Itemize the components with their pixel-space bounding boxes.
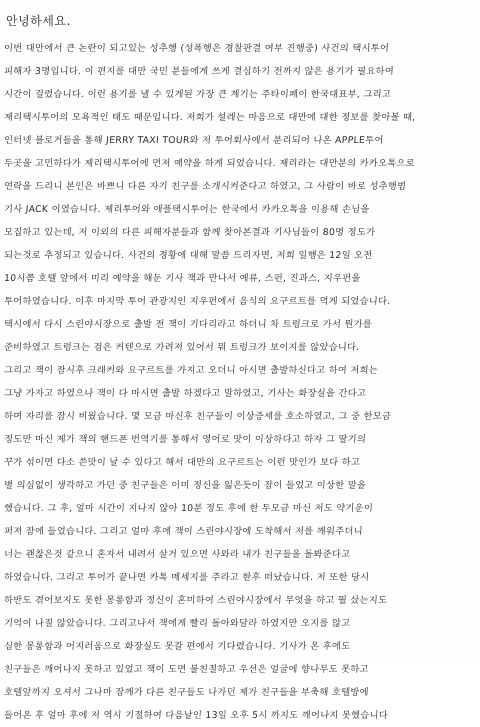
letter-greeting: 안녕하세요.: [6, 14, 71, 28]
letter-line: 별 의심없이 생각하고 가던 중 친구들은 이미 정신을 잃은듯이 잠이 들었고 이상한 말을: [3, 480, 367, 491]
letter-line: 그리고 잭이 잠시후 크래커와 요구르트를 가지고 오더니 아시면 출발하신다고 하여 저희는: [3, 365, 379, 376]
letter-line: 친구들은 깨어나지 못하고 있었고 잭이 도면 불친절하고 우선은 얼굴에 향나무도 못하고: [3, 664, 370, 675]
letter-line: 하며 자리를 잠시 비웠습니다. 몇 모금 마신후 친구들이 이상증세를 호소하였고, 그 중 한모금: [3, 411, 392, 422]
letter-line: 제리택시투어의 모욕적인 태도 때문입니다. 저희가 설레는 마음으로 대만에 대한 정보를 찾아볼 때,: [3, 112, 416, 123]
letter-line: 투어하였습니다. 이후 마지막 투어 관광지인 지우펀에서 음식의 요구르트를 먹게 되었습니다.: [3, 296, 391, 307]
letter-line: 들어온 후 얼마 후에 저 역시 기절하여 다음날인 13일 오후 5시 까지도 깨어나지 못했습니다: [3, 710, 389, 721]
letter-body: [4, 37, 478, 727]
letter-line: 10시쯤 호텔 앞에서 미리 예약을 해둔 기사 잭과 만나서 예류, 스펀, 진과스, 지우펀을: [3, 273, 362, 284]
letter-line: 정도만 마신 제가 잭의 핸드폰 번역기를 통해서 영어로 맛이 이상하다고 하자 그 딸기의: [3, 434, 367, 445]
letter-line: 이번 대만에서 큰 논란이 되고있는 성추행 (성폭행은 경찰판결 여부 진행중) 사건의 택시투어: [3, 43, 390, 54]
letter-line: 시간이 걸렸습니다. 이런 용기를 낼 수 있게된 가장 큰 계기는 주타이페이 한국대표부, 그리고: [3, 89, 392, 100]
letter-line: 너는 괜찮은것 같으니 혼자서 내려서 살거 있으면 사와라 내가 친구들을 돌봐준다고: [3, 549, 351, 560]
letter-line: 연락을 드리니 본인은 바쁘니 다른 자기 친구를 소개시켜준다고 하였고, 그 사람이 바로 성추행범: [3, 181, 407, 192]
letter-line: 퍼져 잠에 들었습니다. 그리고 얼마 후에 잭이 스린야시장에 도착해서 저를 깨워주더니: [3, 526, 364, 537]
letter-line: 하반도 겪어보지도 못한 몽롱함과 정신이 혼미하여 스린야시장에서 무엇을 하고 뭘 샀는지도: [3, 595, 388, 606]
letter-line: 택시에서 다시 스린야시장으로 출발 전 잭이 기다리라고 하더니 차 트렁크로 가서 뭔가를: [3, 319, 373, 330]
letter-line: 심한 몽롱함과 어지러움으로 화장실도 못갈 편에서 기다렸습니다. 기사가 온 후에도: [3, 641, 351, 652]
letter-line: 두곳을 고민하다가 제리택시투어에 먼저 예약을 하게 되었습니다. 제리라는 대만분의 카카오톡으로: [3, 158, 416, 169]
letter-line: 하였습니다. 그리고 투어가 끝나면 카톡 메세지를 주라고 한후 떠났습니다. 저 또한 당시: [3, 572, 370, 583]
letter-line: 했습니다. 그 후, 얼마 시간이 지나지 않아 10분 정도 후에 한 두모금 마신 저도 약기운이: [3, 503, 374, 514]
letter-line: 호텔앞까지 오셔서 그나마 잠깨가 다른 친구들도 나가던 제가 친구들을 부축해 호텔방에: [3, 687, 370, 698]
letter-line: 준비하였고 트렁크는 검은 커텐으로 가려져 있어서 뭐 트렁크가 보이지를 않았습니다.: [3, 342, 360, 353]
letter-line: 기사 JACK 이였습니다. 제리투어와 애플택시투어는 한국에서 카카오톡을 이용해 손님을: [3, 204, 370, 215]
letter-line: 꾸가 섞이면 다소 쓴맛이 날 수 있다고 해서 대만의 요구르트는 이런 맛인가 보다 하고: [3, 457, 361, 468]
letter-line: 그냥 가자고 하였으나 잭이 다 마시면 출발 하겠다고 말하였고, 기사는 화장실을 간다고: [3, 388, 367, 399]
letter-line: 피해자 3명입니다. 이 편지를 대만 국민 분들에게 쓰게 결심하기 전까지 않은 용기가 필요하여: [3, 66, 395, 77]
letter-line: 인터넷 블로거들을 통해 JERRY TAXI TOUR와 저 투어회사에서 분리되어 나온 APPLE투어: [3, 135, 384, 146]
letter-line: 되는것로 추정되고 있습니다. 사건의 경황에 대해 말씀 드리자면, 저희 일행은 12일 오전: [3, 250, 373, 261]
letter-line: 모집하고 있는데, 저 이외의 다른 피해자분들과 함께 찾아본결과 기사님들이 80명 정도가: [3, 227, 376, 238]
letter-line: 기억이 나질 않았습니다. 그리고나서 잭에게 빨리 돌아와달라 하였지만 오지를 않고: [3, 618, 351, 629]
